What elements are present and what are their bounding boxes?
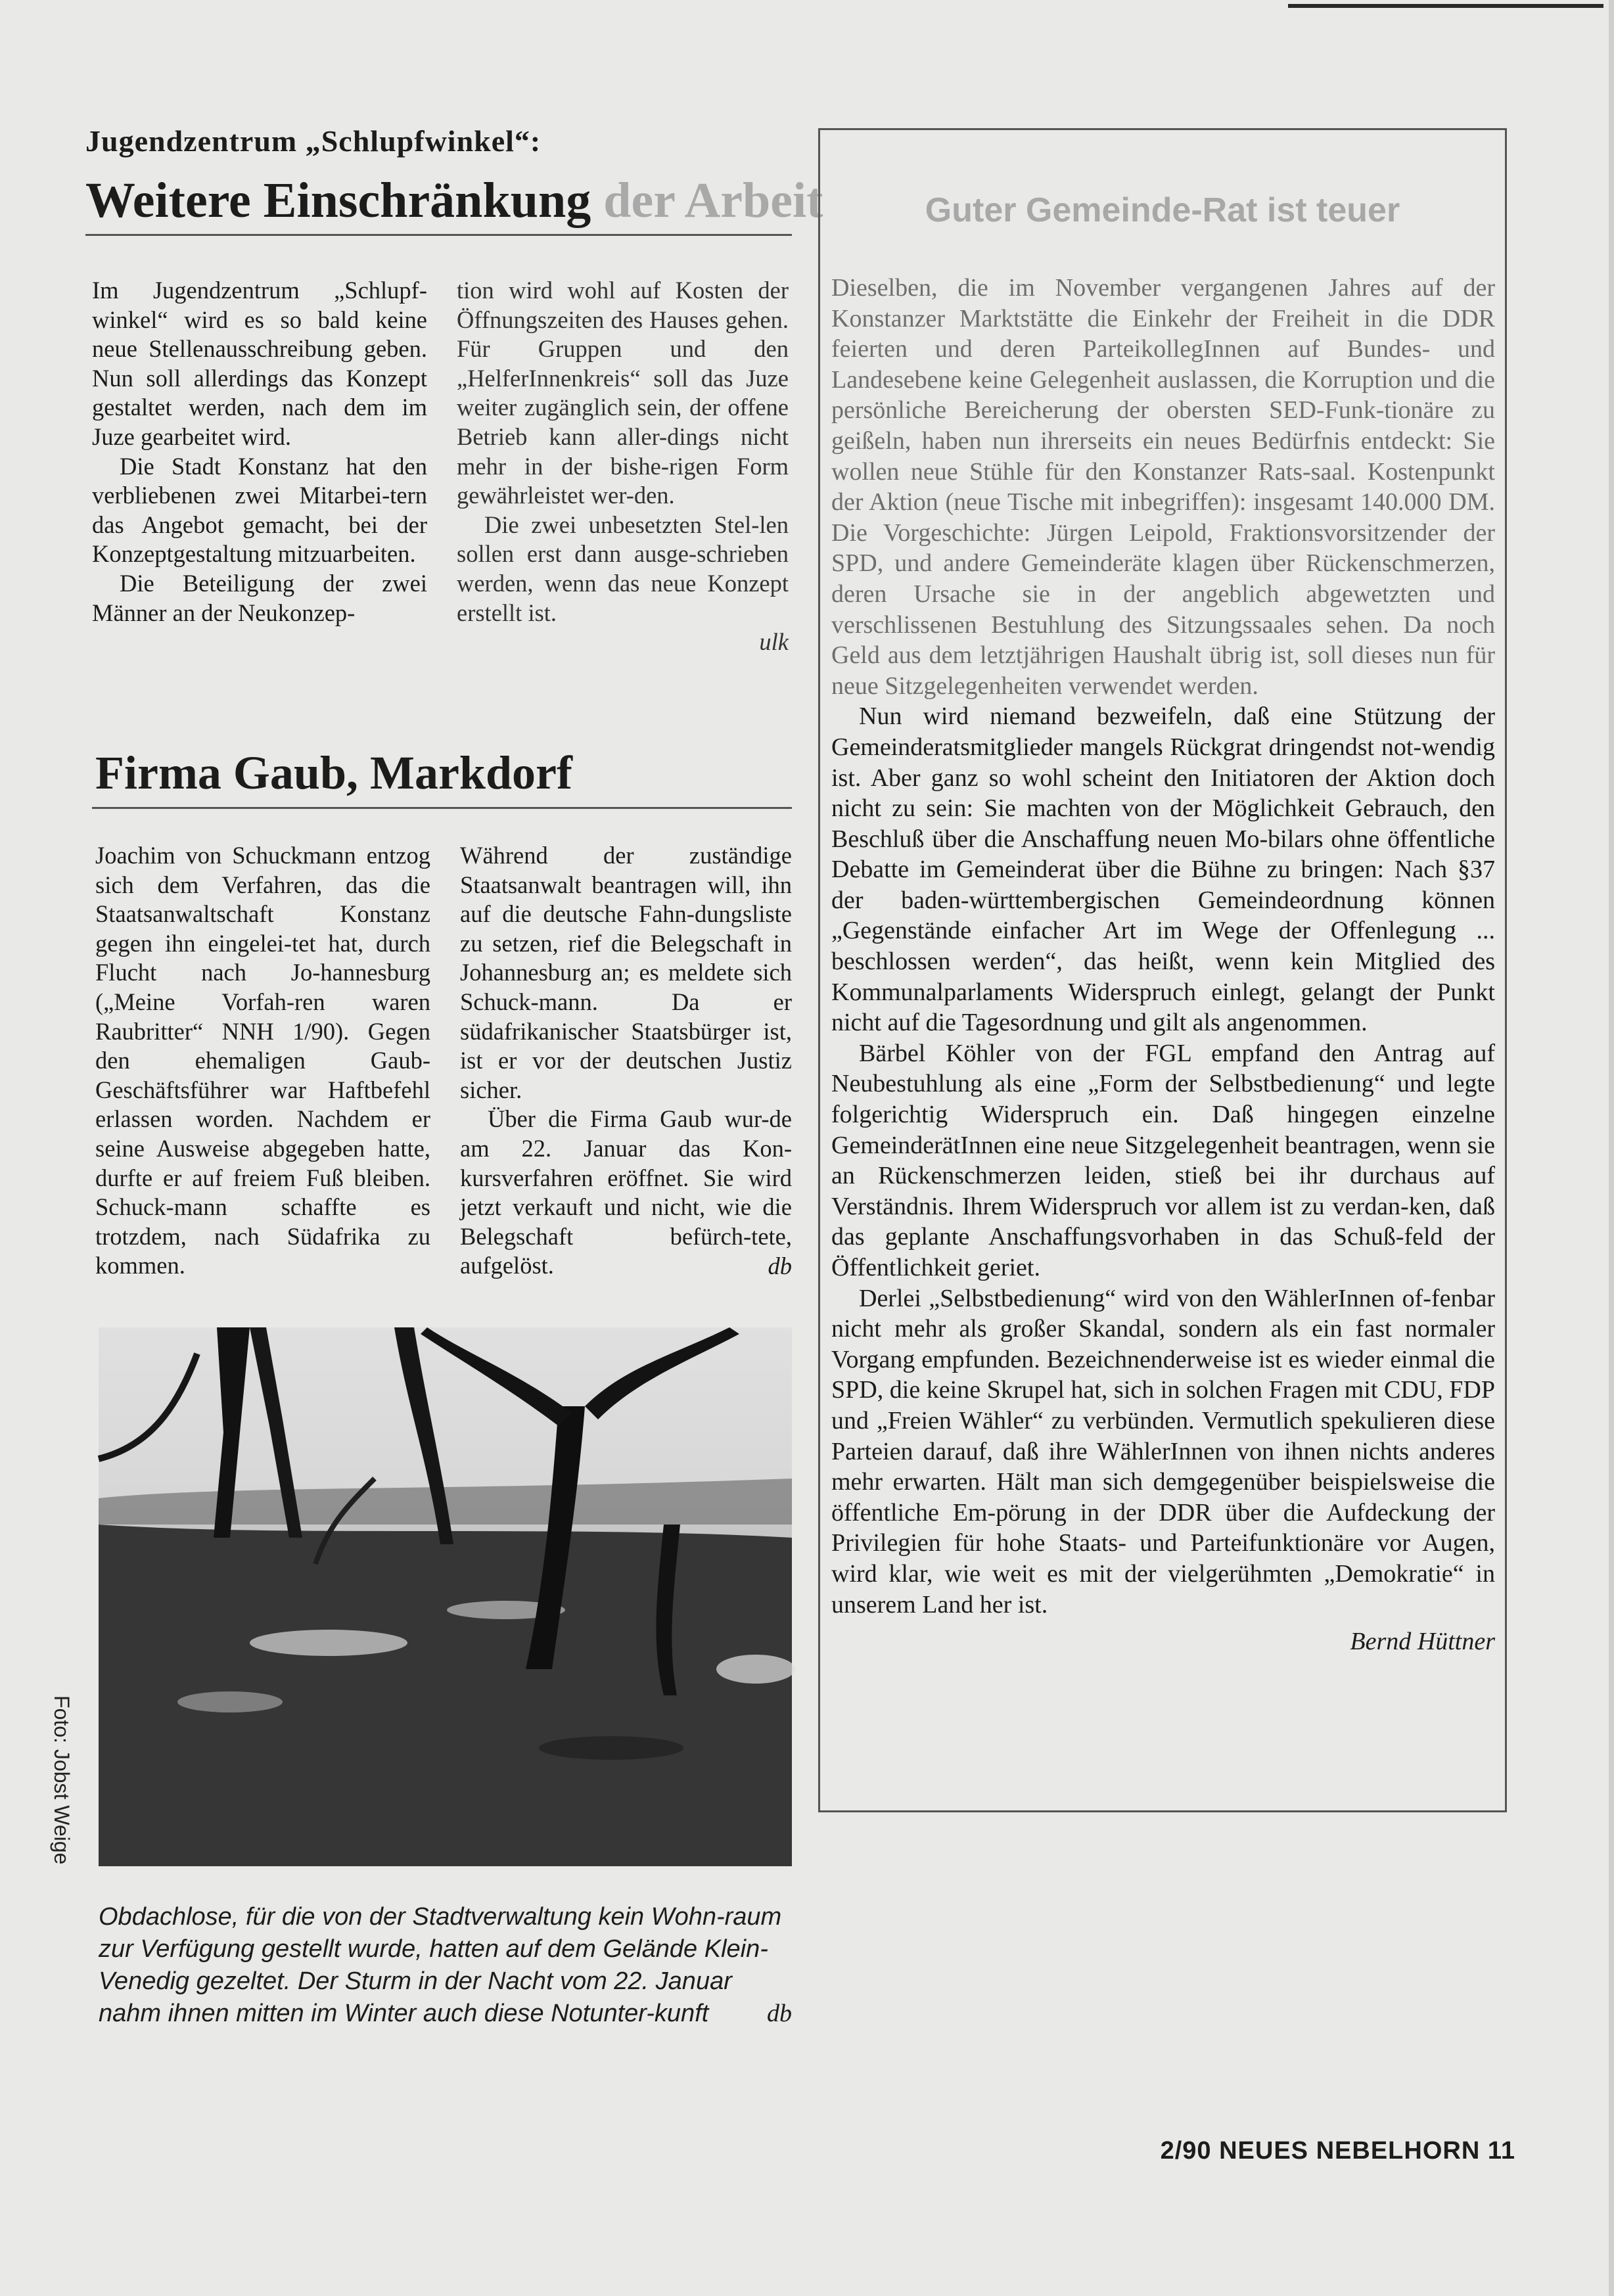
- article1-headline: [85, 172, 823, 229]
- photo-image: [99, 1327, 792, 1866]
- article2-headline: Firma Gaub, Markdorf: [95, 746, 572, 799]
- article1-headline-dark: Weitere Einschränkung: [85, 173, 591, 228]
- article3-column: [831, 273, 1495, 1657]
- paragraph: Die Beteiligung der zwei Männer an der Neukonzep-: [92, 569, 427, 626]
- article1-rule: [85, 234, 792, 236]
- photo-caption: [99, 1901, 792, 2030]
- photo-klein-venedig: [99, 1327, 792, 1866]
- page-edge: [1609, 0, 1614, 2296]
- page-footer: 2/90 NEUES NEBELHORN 11: [1160, 2137, 1515, 2165]
- paragraph: tion wird wohl auf Kosten der Öffnungszeiten des Hauses gehen. Für Gruppen und den „HelferInnenkreis“ soll das Juze weiter zugänglich sein, der offene Betrieb kann aller-dings nicht mehr in der bishe-rigen Form gewährleistet wer-den.: [457, 277, 789, 509]
- paragraph: Derlei „Selbstbedienung“ wird von den WählerInnen of-fenbar nicht mehr als großer Skandal, sondern als ein fast normaler Vorgang empfunden. Bezeichnenderweise ist es wieder einmal die SPD, die keine Skrupel hat, sich in solchen Fragen mit CDU, FDP und „Freien Wähler“ zu verbünden. Vermutlich spekulieren diese Parteien darauf, daß ihre WählerInnen von ihnen nichts anderes mehr erwarten. Hält man sich demgegenüber beispielsweise die öffentliche Em-pörung in der DDR über die Aufdeckung der Privilegien für hohe Staats- und Parteifunktionäre vor Augen, wird klar, wie weit es mit der vielgerühmten „Demokratie“ in unserem Land her ist.: [831, 1284, 1495, 1619]
- paragraph: Dieselben, die im November vergangenen Jahres auf der Konstanzer Marktstätte die Einkehr der Freiheit in die DDR feierten und deren ParteikollegInnen auf Bundes- und Landesebene keine Gelegenheit auslassen, die Korruption und die persönliche Bereicherung der obersten SED-Funk-tionäre zu geißeln, haben nun ihrerseits ein neues Bedürfnis entdeckt: Sie wollen neue Stühle für den Konstanzer Rats-saal. Kostenpunkt der Aktion (neue Tische mit inbegriffen): insgesamt 140.000 DM. Die Vorgeschichte: Jürgen Leipold, Fraktionsvorsitzender der SPD, und andere Gemeinderäte klagen über Rückenschmerzen, deren Ursache sie in der angeblich abgewetzten und verschlissenen Bestuhlung des Sitzungssaales sehen. Da noch Geld aus dem letztjährigen Haushalt übrig ist, soll dieses nun für neue Sitzgelegenheiten verwendet werden.: [831, 274, 1495, 700]
- article1-column-2: [457, 276, 789, 657]
- article3-headline: Guter Gemeinde-Rat ist teuer: [925, 191, 1400, 229]
- top-edge-rule: [1288, 4, 1603, 8]
- photo-caption-signature: db: [767, 2000, 792, 2027]
- article2-rule: [92, 807, 792, 809]
- article2-column-1: [95, 841, 430, 1281]
- paragraph: Joachim von Schuckmann entzog sich dem Verfahren, das die Staatsanwaltschaft Konstanz gegen ihn eingelei-tet hat, durch Flucht nach Jo-hannesburg („Meine Vorfah-ren waren Raubritter“ NNH 1/90). Gegen den ehemaligen Gaub-Geschäftsführer war Haftbefehl erlassen worden. Nachdem er seine Ausweise abgegeben hatte, durfte er auf freiem Fuß bleiben. Schuck-mann schaffte es trotzdem, nach Südafrika zu kommen.: [95, 842, 430, 1279]
- article2-signature: db: [768, 1252, 792, 1279]
- article2-column-2: [460, 841, 792, 1281]
- article1-column-1: [92, 276, 427, 628]
- article1-kicker: Jugendzentrum „Schlupfwinkel“:: [85, 124, 542, 158]
- article3-signature: Bernd Hüttner: [1350, 1628, 1495, 1656]
- photo-caption-text: Obdachlose, für die von der Stadtverwaltung kein Wohn-raum zur Verfügung gestellt wurde, hatten auf dem Gelände Klein-Venedig gezeltet. Der Sturm in der Nacht vom 22. Januar nahm ihnen mitten im Winter auch diese Notunter-kunft: [99, 1903, 782, 2027]
- paragraph: Nun wird niemand bezweifeln, daß eine Stützung der Gemeinderatsmitglieder mangels Rückgrat dringendst not-wendig ist. Aber ganz so wohl scheint den Initiatoren der Aktion doch nicht zu sein: Sie machten von der Möglichkeit Gebrauch, den Beschluß über die Anschaffung neuen Mo-bilars ohne öffentliche Debatte im Gemeinderat über die Bühne zu bringen: Nach §37 der baden-württembergischen Gemeindeordnung können „Gegenstände einfacher Art im Wege der Offenlegung ... beschlossen werden“, das heißt, wenn kein Mitglied des Kommunalparlaments Widerspruch einlegt, gelangt der Punkt nicht auf die Tagesordnung und gilt als angenommen.: [831, 702, 1495, 1037]
- photo-credit: Foto: Jobst Weige: [50, 1695, 74, 1865]
- article1-headline-faded: der Arbeit: [591, 173, 823, 228]
- paragraph: Über die Firma Gaub wur-de am 22. Januar das Kon-kursverfahren eröffnet. Sie wird jetzt verkauft und nicht, wie die Belegschaft befürch-tete, aufgelöst.: [460, 1105, 792, 1279]
- paragraph: Im Jugendzentrum „Schlupf-winkel“ wird es so bald keine neue Stellenausschreibung geben. Nun soll allerdings das Konzept gestaltet werden, nach dem im Juze gearbeitet wird.: [92, 277, 427, 450]
- paragraph: Die Stadt Konstanz hat den verbliebenen zwei Mitarbei-tern das Angebot gemacht, bei der Konzeptgestaltung mitzuarbeiten.: [92, 452, 427, 568]
- paragraph: Während der zuständige Staatsanwalt beantragen will, ihn auf die deutsche Fahn-dungsliste zu setzen, rief die Belegschaft in Johannesburg an; es meldete sich Schuck-mann. Da er südafrikanischer Staatsbürger ist, ist er vor der deutschen Justiz sicher.: [460, 842, 792, 1103]
- article1-signature: ulk: [759, 628, 789, 656]
- paragraph: Die zwei unbesetzten Stel-len sollen erst dann ausge-schrieben werden, wenn das neue Konzept erstellt ist.: [457, 511, 789, 626]
- paragraph: Bärbel Köhler von der FGL empfand den Antrag auf Neubestuhlung als eine „Form der Selbstbedienung“ und legte folgerichtig Widerspruch ein. Daß hingegen einzelne GemeinderätInnen eine neue Sitzgelegenheit beantragen, wenn sie an Rückenschmerzen leiden, stieß bei ihr durchaus auf Verständnis. Ihrem Widerspruch vor allem ist zu verdan-ken, daß das geplante Anschaffungsvorhaben in das Schuß-feld der Öffentlichkeit geriet.: [831, 1039, 1495, 1281]
